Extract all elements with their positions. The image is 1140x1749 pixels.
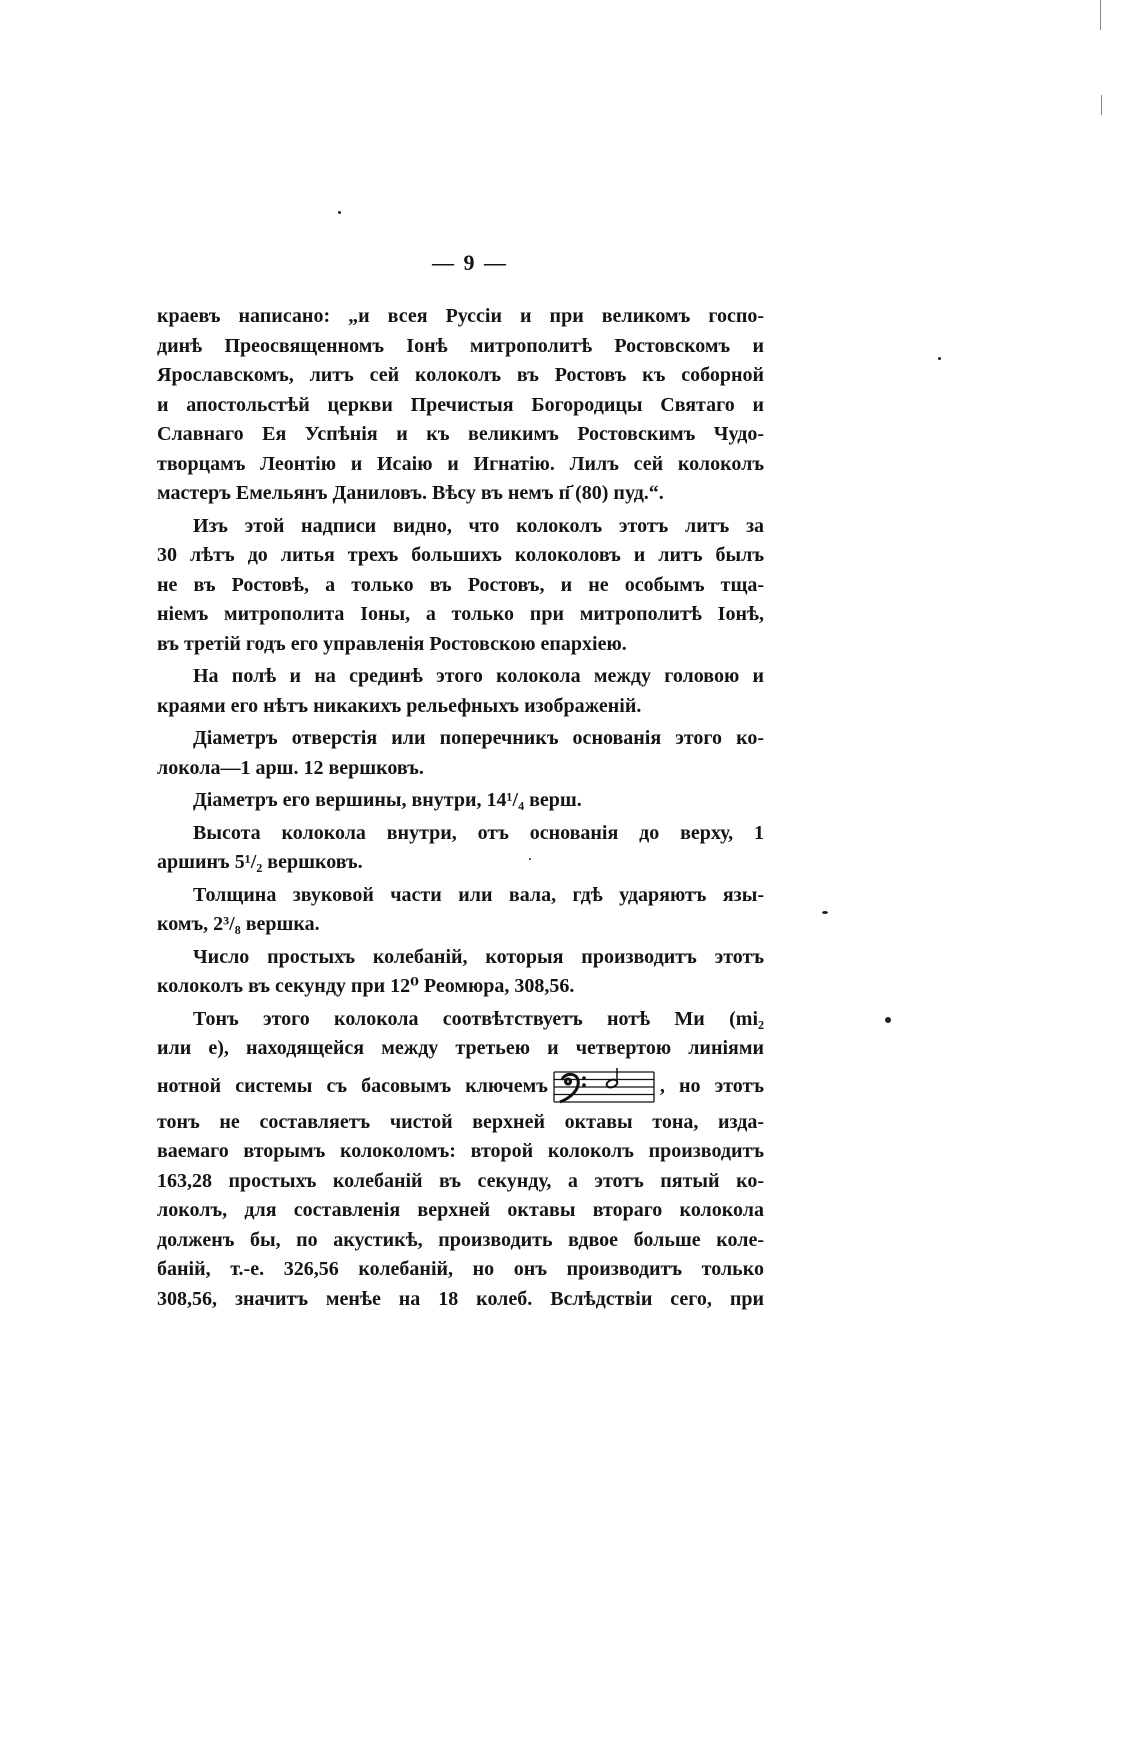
text-fragment: нотной системы съ басовымъ ключемъ: [157, 1074, 548, 1097]
text-line: мастеръ Емельянъ Даниловъ. Вѣсу въ немъ п҃ (80) пуд.“.: [157, 482, 664, 504]
page-number: — 9 —: [432, 250, 508, 275]
text-line: Число простыхъ колебаній, которыя производитъ этотъ: [193, 945, 764, 968]
text-line: баній, т.-е. 326,56 колебаній, но онъ производитъ только: [157, 1258, 764, 1280]
scan-speck: [338, 211, 341, 214]
text-line: аршинъ 5¹/₂ вершковъ.: [157, 851, 363, 873]
text-line: Ярославскомъ, литъ сей колоколъ въ Ростовъ къ соборной: [157, 364, 764, 386]
text-line: творцамъ Леонтію и Исаію и Игнатію. Лилъ сей колоколъ: [157, 452, 764, 475]
scan-speck: [529, 858, 531, 860]
clef-dot: [582, 1083, 586, 1087]
text-line: долженъ бы, по акустикѣ, производить вдвое больше коле-: [157, 1228, 764, 1251]
scan-speck: [938, 357, 941, 360]
text-line: локолъ, для составленія верхней октавы втораго колокола: [157, 1199, 764, 1221]
text-line: локола—1 арш. 12 вершковъ.: [157, 756, 424, 779]
text-line: Славнаго Ея Успѣнія и къ великимъ Ростовскимъ Чудо-: [157, 423, 764, 445]
text-line: краями его нѣтъ никакихъ рельефныхъ изображеній.: [157, 694, 642, 717]
text-line: 308,56, значитъ менѣе на 18 колеб. Вслѣдствіи сего, при: [157, 1287, 764, 1310]
text-line: Тонъ этого колокола соотвѣтствуетъ нотѣ Ми (mi₂: [193, 1007, 764, 1030]
clef-dot: [582, 1076, 586, 1080]
text-line: и апостольстѣй церкви Пречистыя Богородицы Святаго и: [157, 393, 764, 416]
text-line: Высота колокола внутри, отъ основанія до верху, 1: [193, 821, 764, 844]
page-edge-mark: [1101, 95, 1102, 115]
page-edge-mark: [1100, 0, 1101, 30]
text-line: 163,28 простыхъ колебаній въ секунду, а этотъ пятый ко-: [157, 1169, 764, 1192]
body-text: [157, 302, 764, 1314]
text-line: краевъ написано: „и всея Руссіи и при великомъ госпо-: [157, 305, 764, 327]
text-line-with-staff: [157, 1064, 764, 1108]
text-line: динѣ Преосвященномъ Іонѣ митрополитѣ Ростовскомъ и: [157, 334, 764, 357]
scan-speck: [885, 1017, 891, 1023]
text-line: ваемаго вторымъ колоколомъ: второй колоколъ производитъ: [157, 1140, 764, 1162]
text-fragment: , но этотъ: [659, 1074, 764, 1097]
text-line: Діаметръ его вершины, внутри, 14¹/₄ верш.: [193, 789, 582, 811]
text-line: колоколъ въ секунду при 12⁰ Реомюра, 308,56.: [157, 975, 575, 997]
text-line: или e), находящейся между третьею и четвертою линіями: [157, 1037, 764, 1059]
bass-clef-staff-icon: [552, 1068, 656, 1106]
text-line: не въ Ростовѣ, а только въ Ростовъ, и не особымъ тща-: [157, 573, 764, 596]
text-line: 30 лѣтъ до литья трехъ большихъ колоколовъ и литъ былъ: [157, 544, 764, 566]
text-line: комъ, 2³/₈ вершка.: [157, 913, 320, 935]
text-line: въ третій годъ его управленія Ростовскою епархіею.: [157, 632, 627, 655]
text-line: Толщина звуковой части или вала, гдѣ ударяютъ язы-: [193, 883, 764, 906]
text-line: Діаметръ отверстія или поперечникъ основанія этого ко-: [193, 727, 764, 749]
text-line: На полѣ и на срединѣ этого колокола между головою и: [193, 665, 764, 687]
text-line: тонъ не составляетъ чистой верхней октавы тона, изда-: [157, 1110, 764, 1133]
scan-speck: [822, 911, 828, 914]
text-line: ніемъ митрополита Іоны, а только при митрополитѣ Іонѣ,: [157, 603, 764, 625]
bass-clef-icon: [560, 1074, 578, 1102]
text-line: Изъ этой надписи видно, что колоколъ этотъ литъ за: [193, 514, 764, 537]
